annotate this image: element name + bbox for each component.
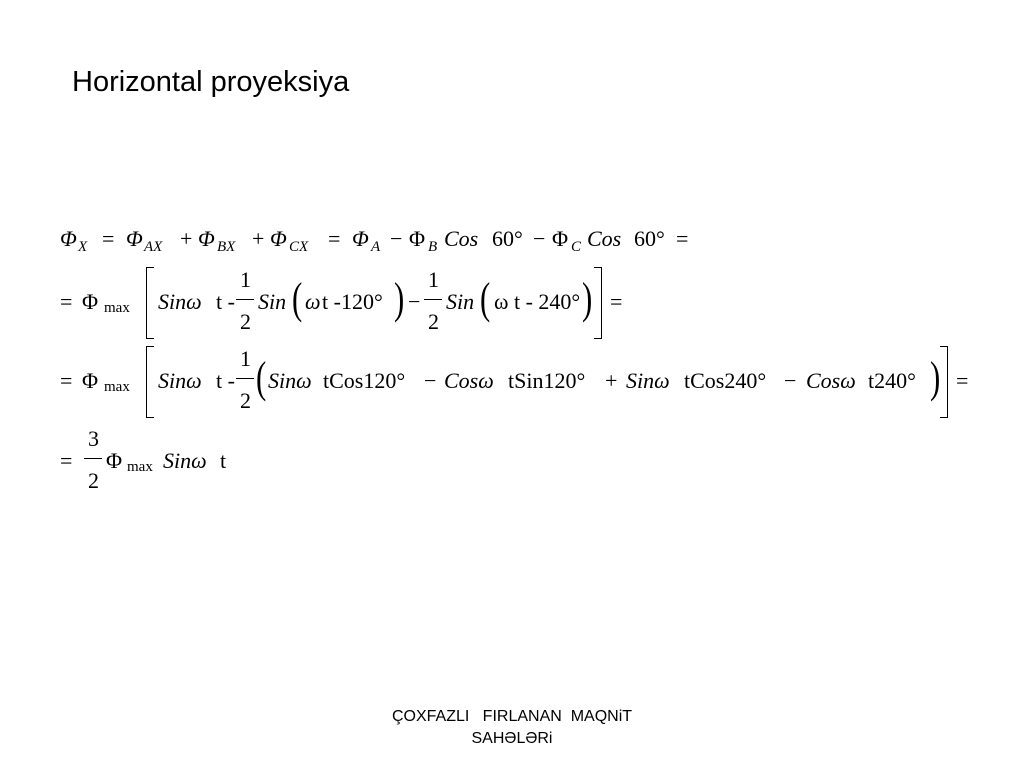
- function: Sinω: [158, 368, 202, 393]
- subscript: max: [104, 300, 130, 316]
- symbol: ω: [305, 289, 321, 314]
- fraction-bar: [236, 299, 254, 300]
- numerator: 1: [240, 267, 251, 292]
- term: tCos240°: [684, 368, 767, 393]
- denominator: 2: [240, 388, 251, 413]
- symbol: Φ: [270, 226, 287, 251]
- footer-line-2: SAHƏLƏRi: [471, 730, 553, 747]
- operator: +: [252, 226, 265, 251]
- symbol: Φ: [106, 448, 123, 473]
- operator: =: [102, 226, 115, 251]
- right-bracket: [594, 267, 602, 339]
- symbol: Φ: [126, 226, 143, 251]
- subscript: max: [104, 379, 130, 395]
- right-paren: ): [394, 274, 405, 323]
- denominator: 2: [88, 468, 99, 493]
- subscript: X: [78, 239, 88, 255]
- slide-title: Horizontal proyeksiya: [72, 66, 350, 98]
- subscript: C: [571, 239, 582, 255]
- symbol: Φ: [198, 226, 215, 251]
- symbol: Φ: [60, 226, 77, 251]
- denominator: 2: [240, 309, 251, 334]
- value: 60°: [634, 226, 665, 251]
- subscript: A: [371, 239, 381, 255]
- right-paren: ): [930, 353, 941, 402]
- operator: =: [956, 368, 969, 393]
- operator: −: [408, 289, 421, 314]
- function: Sin: [446, 289, 475, 314]
- operator: =: [610, 289, 623, 314]
- operator: −: [390, 226, 403, 251]
- function: Cos: [587, 226, 622, 251]
- footer-line-1: ÇOXFAZLI FIRLANAN MAQNiT: [391, 708, 633, 725]
- operator: =: [60, 448, 73, 473]
- fraction-bar: [424, 299, 442, 300]
- function: Sin: [258, 289, 287, 314]
- operator: −: [424, 368, 437, 393]
- fraction-bar: [236, 378, 254, 379]
- function: Sinω: [268, 368, 312, 393]
- left-paren: (: [292, 274, 303, 323]
- denominator: 2: [428, 309, 439, 334]
- left-paren: (: [256, 353, 267, 402]
- left-bracket: [146, 346, 154, 418]
- numerator: 3: [88, 426, 99, 451]
- term: t240°: [868, 368, 916, 393]
- term: t -: [216, 368, 235, 393]
- subscript: max: [127, 459, 153, 475]
- numerator: 1: [240, 346, 251, 371]
- subscript: AX: [144, 239, 163, 255]
- operator: =: [60, 289, 73, 314]
- operator: =: [676, 226, 689, 251]
- subscript: BX: [217, 239, 236, 255]
- argument: ω t - 240°: [494, 289, 581, 314]
- term: t: [220, 448, 227, 473]
- symbol: Φ: [552, 226, 569, 251]
- operator: +: [180, 226, 193, 251]
- slide-footer: [312, 706, 712, 750]
- function: Cos: [444, 226, 479, 251]
- term: t -: [216, 289, 235, 314]
- value: 60°: [492, 226, 523, 251]
- symbol: Φ: [82, 368, 99, 393]
- operator: +: [605, 368, 618, 393]
- term: tCos120°: [323, 368, 406, 393]
- function: Sinω: [163, 448, 207, 473]
- symbol: Φ: [409, 226, 426, 251]
- symbol: Φ: [352, 226, 369, 251]
- function: Sinω: [626, 368, 670, 393]
- operator: =: [328, 226, 341, 251]
- fraction-bar: [84, 458, 102, 459]
- left-bracket: [146, 267, 154, 339]
- function: Cosω: [444, 368, 494, 393]
- left-paren: (: [480, 274, 491, 323]
- numerator: 1: [428, 267, 439, 292]
- subscript: B: [428, 239, 438, 255]
- subscript: CX: [289, 239, 309, 255]
- operator: −: [533, 226, 546, 251]
- argument: t -120°: [322, 289, 383, 314]
- function: Cosω: [806, 368, 856, 393]
- right-bracket: [940, 346, 948, 418]
- right-paren: ): [582, 274, 593, 323]
- operator: =: [60, 368, 73, 393]
- function: Sinω: [158, 289, 202, 314]
- symbol: Φ: [82, 289, 99, 314]
- term: tSin120°: [508, 368, 586, 393]
- operator: −: [784, 368, 797, 393]
